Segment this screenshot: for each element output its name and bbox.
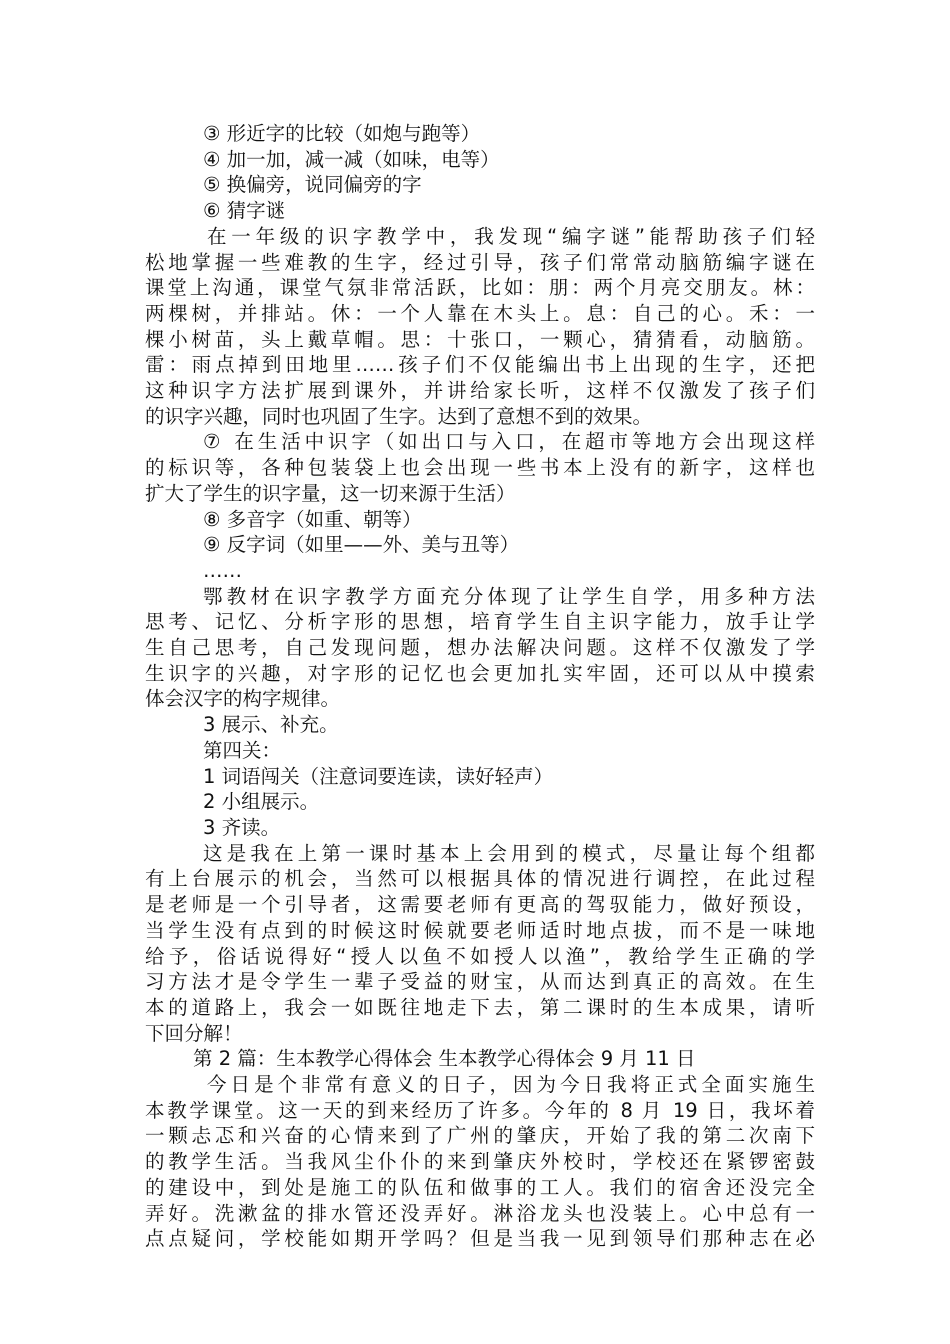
text-line: 是老师是一个引导者，这需要老师有更高的驾驭能力，做好预设， [145, 893, 815, 917]
text-line: 当学生没有点到的时候这时候就要老师适时地点拔，而不是一味地 [145, 918, 815, 942]
text-line: 的建设中，到处是施工的队伍和做事的工人。我们的宿舍还没完全 [145, 1175, 815, 1199]
text-line: ④ 加一加，减一减（如味，电等） [203, 147, 500, 171]
text-line: 本的道路上，我会一如既往地走下去，第二课时的生本成果，请听 [145, 995, 815, 1019]
text-line: 的标识等，各种包装袋上也会出现一些书本上没有的新字，这样也 [145, 456, 815, 480]
document-body [145, 121, 815, 1252]
text-line: 1 词语闯关（注意词要连读，读好轻声） [203, 764, 554, 788]
text-line: 的教学生活。当我风尘仆仆的来到肇庆外校时，学校还在紧锣密鼓 [145, 1150, 815, 1174]
text-line: 3 齐读。 [203, 815, 281, 839]
text-line: 弄好。洗漱盆的排水管还没弄好。淋浴龙头也没装上。心中总有一 [145, 1201, 815, 1225]
text-line: 鄂教材在识字教学方面充分体现了让学生自学，用多种方法 [203, 584, 815, 608]
text-line: ⑤ 换偏旁，说同偏旁的字 [203, 173, 422, 197]
text-line: 点点疑问，学校能如期开学吗？但是当我一见到领导们那种志在必 [145, 1227, 815, 1251]
text-line: 雷：雨点掉到田地里……孩子们不仅能编出书上出现的生字，还把 [145, 353, 815, 377]
text-line: 松地掌握一些难教的生字，经过引导，孩子们常常动脑筋编字谜在 [145, 250, 815, 274]
text-line: ⑨ 反字词（如里——外、美与丑等） [203, 533, 520, 557]
text-line: ③ 形近字的比较（如炮与跑等） [203, 122, 481, 145]
text-line: 扩大了学生的识字量，这一切来源于生活） [145, 481, 516, 505]
text-line: 课堂上沟通，课堂气氛非常活跃，比如：朋：两个月亮交朋友。林： [145, 276, 815, 300]
text-line: 给予，俗话说得好“授人以鱼不如授人以渔”，教给学生正确的学 [145, 944, 815, 968]
text-line: 的识字兴趣，同时也巩固了生字。达到了意想不到的效果。 [145, 404, 653, 428]
text-line: 生自己思考，自己发现问题，想办法解决问题。这样不仅激发了学 [145, 636, 815, 660]
text-line: ⑥ 猜字谜 [203, 199, 286, 223]
text-line: 棵小树苗，头上戴草帽。思：十张口，一颗心，猜猜看，动脑筋。 [145, 327, 815, 351]
text-line: 本教学课堂。这一天的到来经历了许多。今年的 8 月 19 日，我坏着 [145, 1098, 815, 1122]
text-line: 3 展示、补充。 [203, 713, 339, 737]
text-line: 两棵树，并排站。休：一个人靠在木头上。息：自己的心。禾：一 [145, 301, 815, 325]
text-line: 下回分解！ [145, 1021, 243, 1045]
text-line: 这种识字方法扩展到课外，并讲给家长听，这样不仅激发了孩子们 [145, 379, 815, 403]
text-line: 体会汉字的构字规律。 [145, 687, 341, 711]
text-line: 生识字的兴趣，对字形的记忆也会更加扎实牢固，还可以从中摸索 [145, 661, 815, 685]
text-line: 这是我在上第一课时基本上会用到的模式，尽量让每个组都 [203, 841, 815, 865]
text-line: ⑧ 多音字（如重、朝等） [203, 507, 422, 531]
text-line: 有上台展示的机会，当然可以根据具体的情况进行调控，在此过程 [145, 867, 815, 891]
text-line: 在一年级的识字教学中，我发现“编字谜”能帮助孩子们轻 [207, 224, 815, 248]
text-line: 2 小组展示。 [203, 790, 320, 814]
text-line: 一颗忐忑和兴奋的心情来到了广州的肇庆，开始了我的第二次南下 [145, 1124, 815, 1148]
text-line: 第 2 篇：生本教学心得体会 生本教学心得体会 9 月 11 日 [193, 1047, 696, 1071]
text-line: 今日是个非常有意义的日子，因为今日我将正式全面实施生 [207, 1073, 815, 1097]
text-line: 思考、记忆、分析字形的思想，培育学生自主识字能力，放手让学 [145, 610, 815, 634]
text-line: …… [203, 558, 242, 582]
text-line: 第四关： [203, 738, 282, 762]
text-line: ⑦ 在生活中识字（如出口与入口，在超市等地方会出现这样 [203, 430, 815, 454]
text-line: 习方法才是令学生一辈子受益的财宝，从而达到真正的高效。在生 [145, 970, 815, 994]
